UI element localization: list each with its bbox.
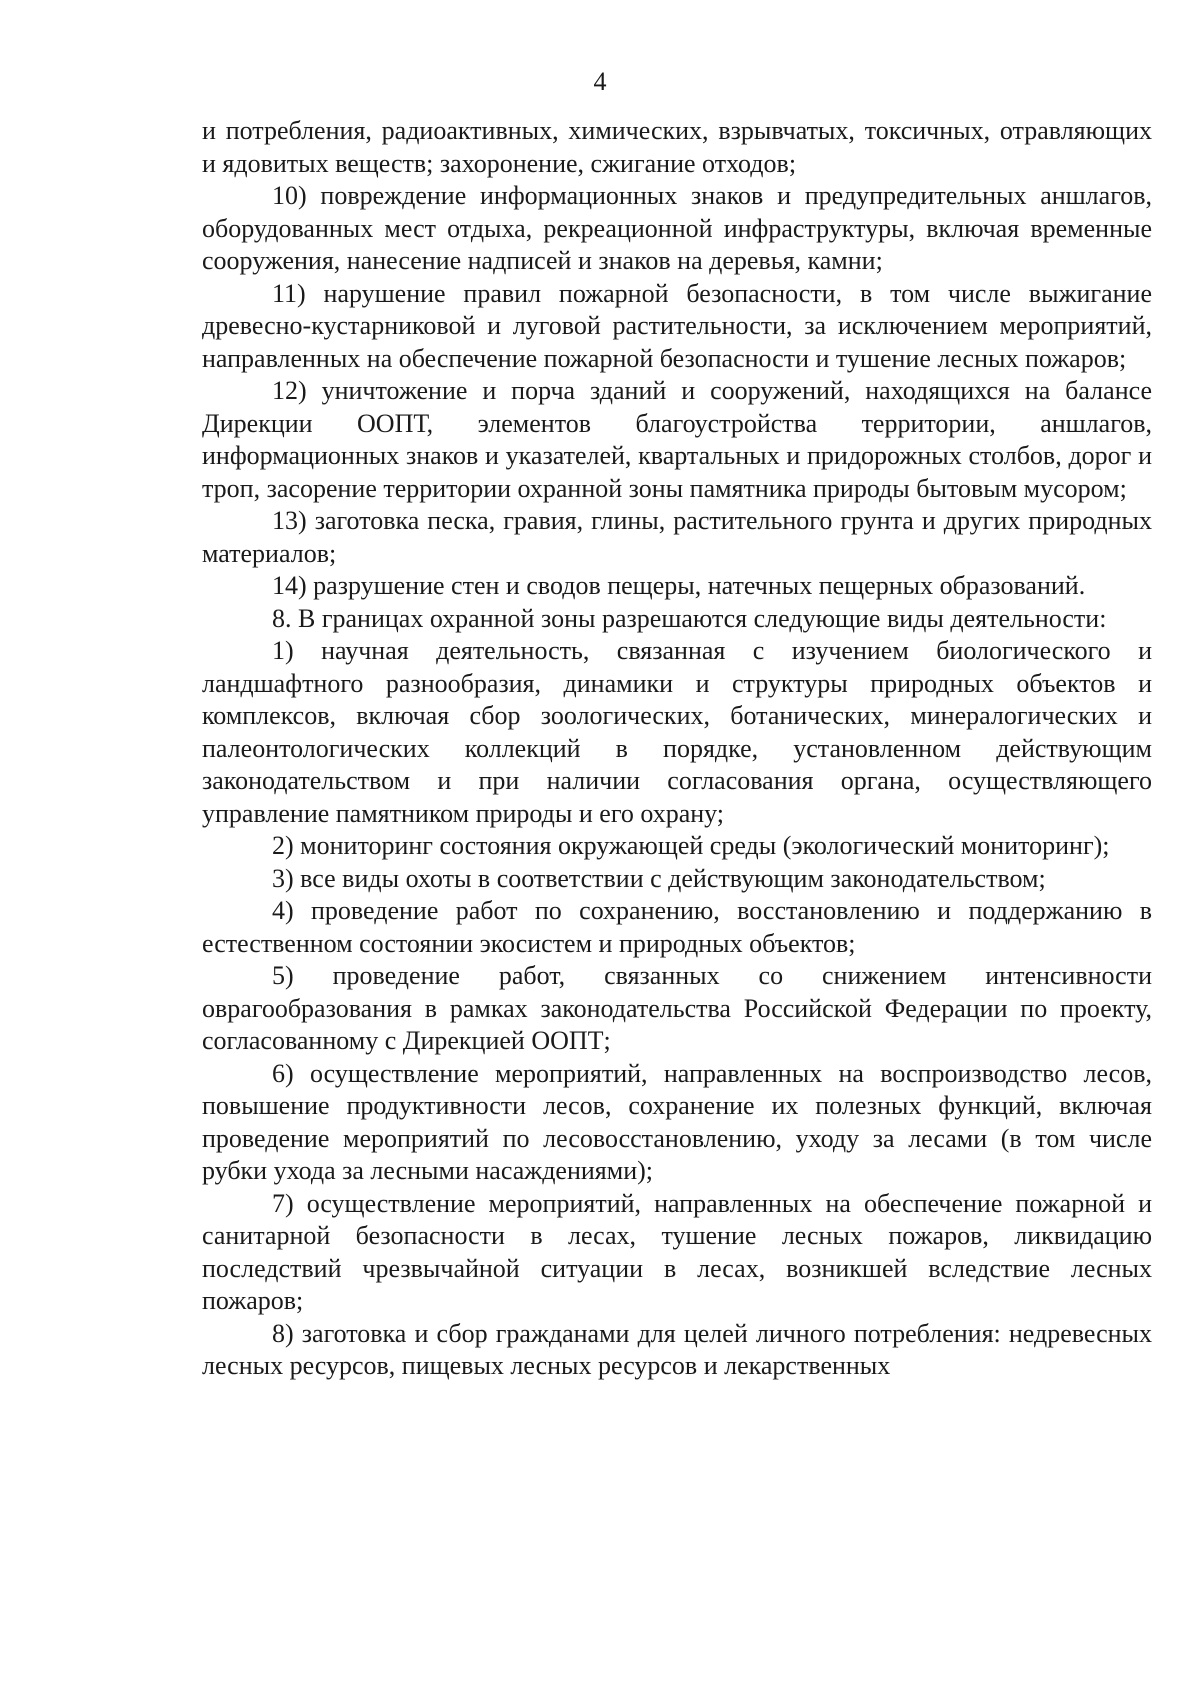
paragraph: 14) разрушение стен и сводов пещеры, натечных пещерных образований. (272, 571, 1086, 600)
paragraph: 11) нарушение правил пожарной безопасности, в том числе выжигание древесно-кустарниковой и луговой растительности, за исключением мероприятий, направленных на обеспечение пожарной безопасности и тушение лесных пожаров; (202, 278, 1152, 373)
paragraph: и потребления, радиоактивных, химических, взрывчатых, токсичных, отравляющих и ядовитых веществ; захоронение, сжигание отходов; (202, 116, 1152, 178)
paragraph: 1) научная деятельность, связанная с изучением биологического и ландшафтного разнообразия, динамики и структуры природных объектов и комплексов, включая сбор зоологических, ботанических, минералогических и палеонтологических коллекций в порядке, установленном действующим законодательством и при наличии согласования органа, осуществляющего управление памятником природы и его охрану; (202, 636, 1152, 828)
paragraph: 8. В границах охранной зоны разрешаются следующие виды деятельности: (272, 603, 1107, 633)
paragraph: 5) проведение работ, связанных со снижением интенсивности оврагообразования в рамках законодательства Российской Федерации по проекту, согласованному с Дирекцией ООПТ; (202, 961, 1152, 1055)
paragraph: 4) проведение работ по сохранению, восстановлению и поддержанию в естественном состоянии экосистем и природных объектов; (202, 896, 1152, 958)
paragraph: 7) осуществление мероприятий, направленных на обеспечение пожарной и санитарной безопасности в лесах, тушение лесных пожаров, ликвидацию последствий чрезвычайной ситуации в лесах, возникшей вследствие лесных пожаров; (202, 1188, 1152, 1315)
paragraph: 2) мониторинг состояния окружающей среды (экологический мониторинг); (272, 831, 1110, 860)
paragraph: 13) заготовка песка, гравия, глины, растительного грунта и других природных материалов; (202, 506, 1152, 568)
page-number: 4 (593, 67, 607, 96)
paragraph: 10) повреждение информационных знаков и предупредительных аншлагов, оборудованных мест отдыха, рекреационной инфраструктуры, включая временные сооружения, нанесение надписей и знаков на деревья, камни; (202, 181, 1152, 275)
paragraph: 12) уничтожение и порча зданий и сооружений, находящихся на балансе Дирекции ООПТ, элементов благоустройства территории, аншлагов, информационных знаков и указателей, квартальных и придорожных столбов, дорог и троп, засорение территории охранной зоны памятника природы бытовым мусором; (202, 376, 1152, 503)
paragraph: 3) все виды охоты в соответствии с действующим законодательством; (272, 863, 1046, 893)
document-body (202, 115, 1152, 1383)
paragraph: 6) осуществление мероприятий, направленных на воспроизводство лесов, повышение продуктивности лесов, сохранение их полезных функций, включая проведение мероприятий по лесовосстановлению, уходу за лесами (в том числе рубки ухода за лесными насаждениями); (202, 1058, 1152, 1185)
paragraph: 8) заготовка и сбор гражданами для целей личного потребления: недревесных лесных ресурсов, пищевых лесных ресурсов и лекарственных (202, 1318, 1152, 1380)
